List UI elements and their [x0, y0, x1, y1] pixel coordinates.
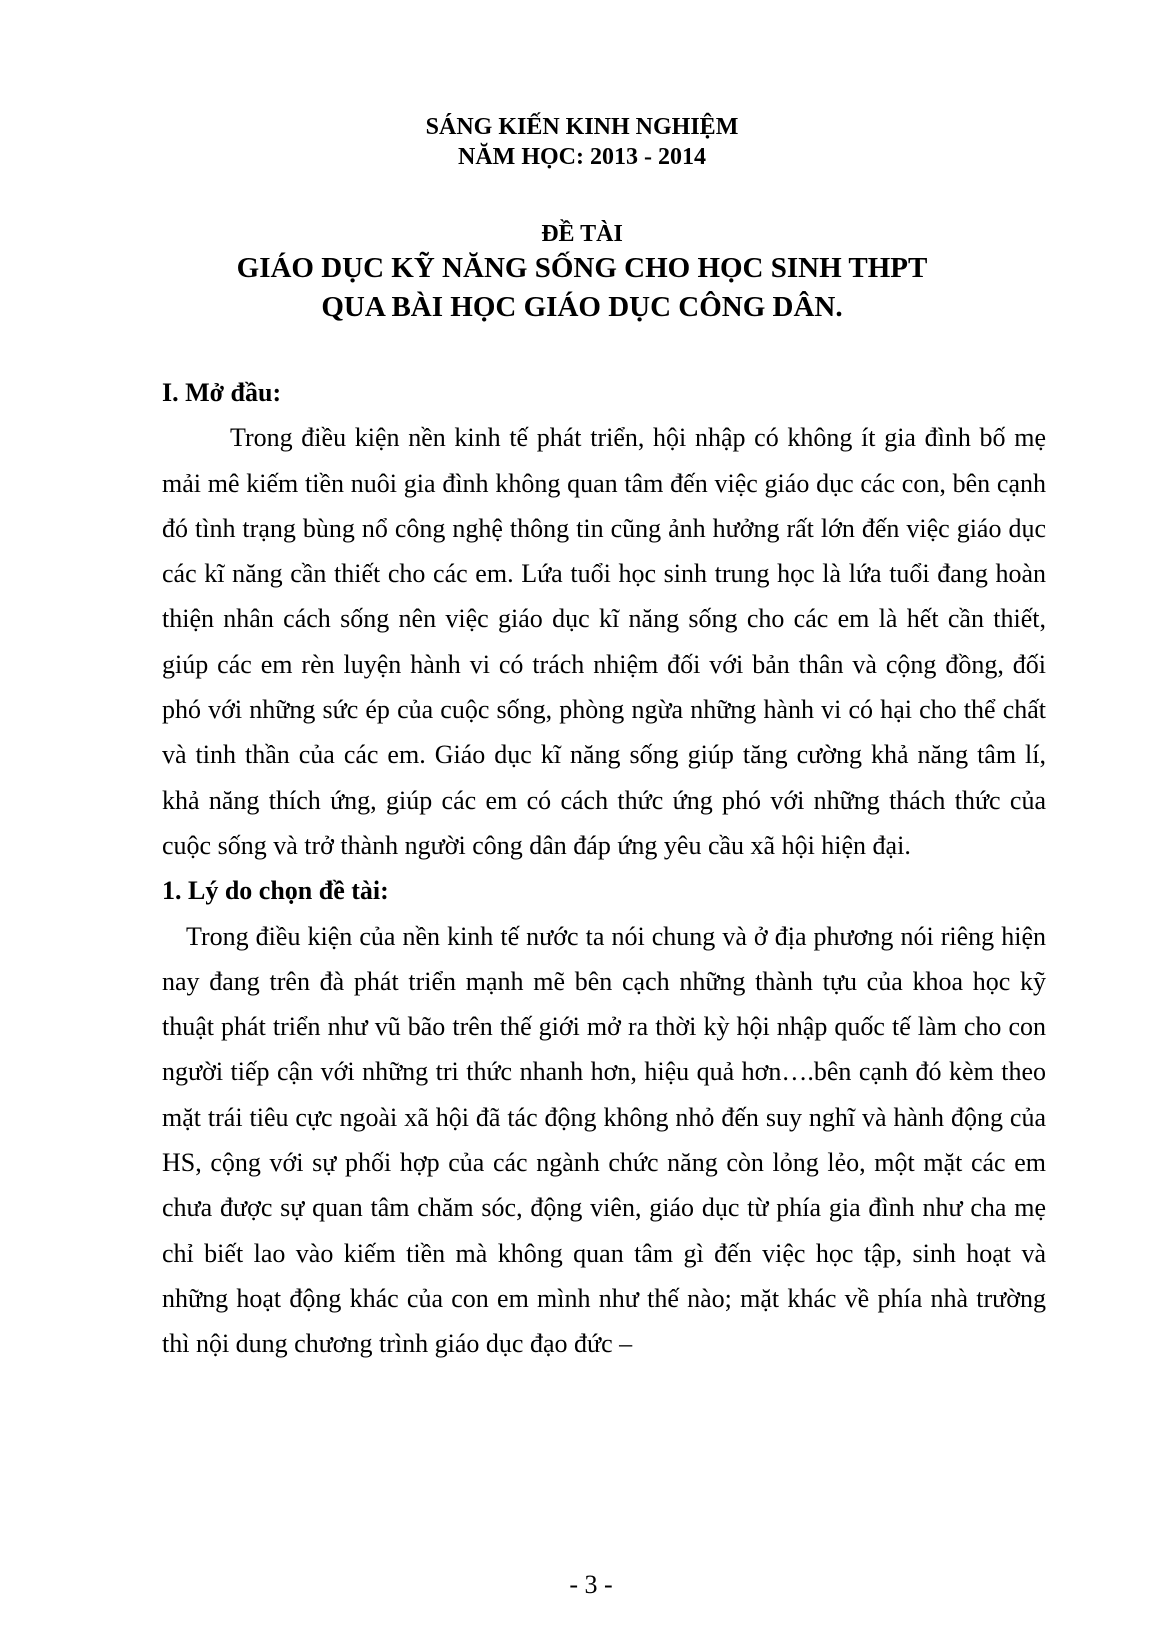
- topic-title-line-2: QUA BÀI HỌC GIÁO DỤC CÔNG DÂN.: [321, 291, 843, 323]
- topic-label: ĐỀ TÀI: [541, 221, 623, 247]
- document-body: [162, 370, 1046, 1367]
- section-heading-reason: 1. Lý do chọn đề tài:: [162, 876, 389, 906]
- header-title: SÁNG KIẾN KINH NGHIỆM: [425, 114, 739, 140]
- reason-paragraph: Trong điều kiện của nền kinh tế nước ta nói chung và ở địa phương nói riêng hiện nay đang trên đà phát triển mạnh mẽ bên cạch những thành tựu của khoa học kỹ thuật phát triển như vũ bão trên thế giới mở ra thời kỳ hội nhập quốc tế làm cho con người tiếp cận với những tri thức nhanh hơn, hiệu quả hơn….bên cạnh đó kèm theo mặt trái tiêu cực ngoài xã hội đã tác động không nhỏ đến suy nghĩ và hành động của HS, cộng với sự phối hợp của các ngành chức năng còn lỏng lẻo, một mặt các em chưa được sự quan tâm chăm sóc, động viên, giáo dục từ phía gia đình như cha mẹ chỉ biết lao vào kiếm tiền mà không quan tâm gì đến việc học tập, sinh hoạt và những hoạt động khác của con em mình như thế nào; mặt khác về phía nhà trường thì nội dung chương trình giáo dục đạo đức –: [162, 921, 1046, 1359]
- page-number: - 3 -: [569, 1570, 613, 1599]
- document-header: [0, 112, 1158, 172]
- introduction-paragraph: Trong điều kiện nền kinh tế phát triển, hội nhập có không ít gia đình bố mẹ mải mê kiếm tiền nuôi gia đình không quan tâm đến việc giáo dục các con, bên cạnh đó tình trạng bùng nổ công nghệ thông tin cũng ảnh hưởng rất lớn đến việc giáo dục các kĩ năng cần thiết cho các em. Lứa tuổi học sinh trung học là lứa tuổi đang hoàn thiện nhân cách sống nên việc giáo dục kĩ năng sống cho các em là hết cần thiết, giúp các em rèn luyện hành vi có trách nhiệm đối với bản thân và cộng đồng, đối phó với những sức ép của cuộc sống, phòng ngừa những hành vi có hại cho thể chất và tinh thần của các em. Giáo dục kĩ năng sống giúp tăng cường khả năng tâm lí, khả năng thích ứng, giúp các em có cách thức ứng phó với những thách thức của cuộc sống và trở thành người công dân đáp ứng yêu cầu xã hội hiện đại.: [162, 423, 1046, 860]
- header-school-year: NĂM HỌC: 2013 - 2014: [458, 144, 706, 170]
- section-heading-introduction: I. Mở đầu:: [162, 378, 282, 407]
- topic-block: [0, 219, 1158, 327]
- topic-title-line-1: GIÁO DỤC KỸ NĂNG SỐNG CHO HỌC SINH THPT: [236, 252, 928, 284]
